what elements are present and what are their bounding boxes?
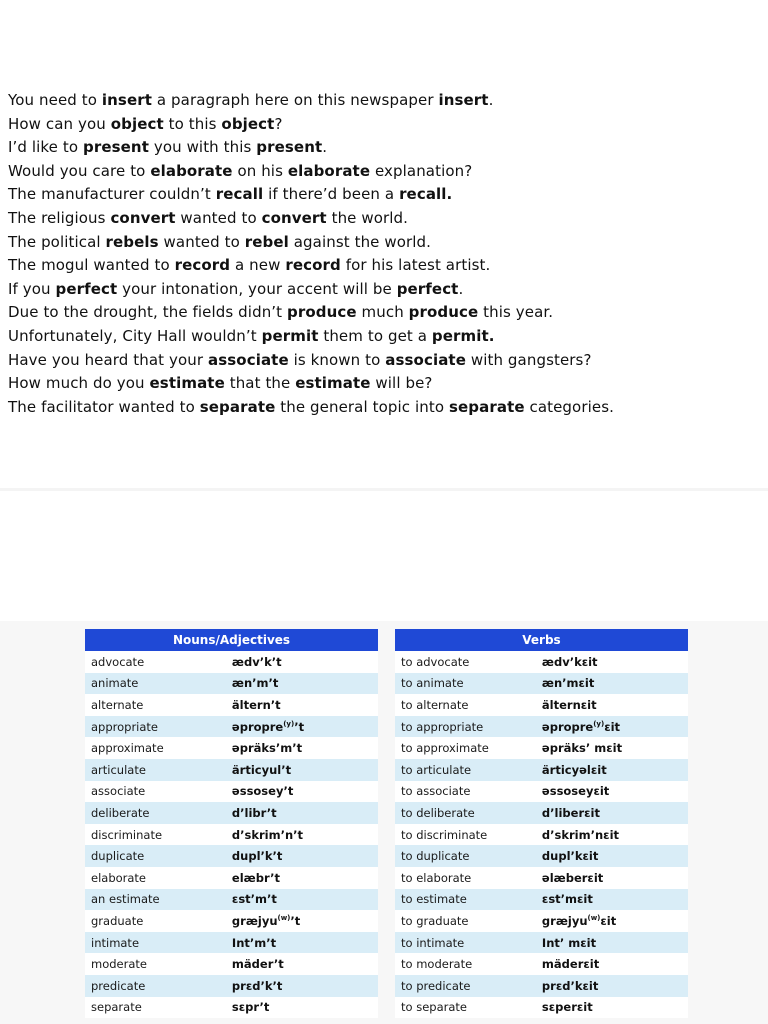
sentence-text: How can you: [8, 114, 111, 133]
sentence-text: wanted to: [158, 232, 245, 251]
table-row: [395, 975, 688, 997]
sentence-text: Due to the drought, the fields didn’t: [8, 303, 288, 322]
pronunciation-cell: [536, 889, 688, 911]
pronunciation-text: əpräks’ mɛit: [541, 741, 623, 756]
sentence-text: Have you heard that your: [8, 350, 209, 369]
word-cell: to elaborate: [395, 867, 536, 889]
bold-word: recall: [399, 185, 447, 204]
pronunciation-text: mäderɛit: [541, 957, 600, 972]
pronunciation-cell: [536, 694, 688, 716]
sentence-text: The religious: [8, 208, 111, 227]
word-cell: to advocate: [395, 651, 536, 673]
pronunciation-suffix: ɛit: [604, 719, 621, 734]
pronunciation-text: əssosey’t: [231, 784, 294, 799]
pronunciation-superscript: (w): [587, 914, 601, 923]
bold-word: permit: [261, 326, 319, 345]
bold-word: associate: [208, 350, 289, 369]
word-cell: to approximate: [395, 737, 536, 759]
bold-word: associate: [385, 350, 466, 369]
table-row: [85, 716, 378, 738]
pronunciation-text: Int’ mɛit: [541, 935, 597, 950]
pronunciation-text: mäder’t: [231, 957, 284, 972]
verbs-table-header: Verbs: [395, 629, 688, 651]
pronunciation-suffix: ’t: [294, 719, 305, 734]
bold-word: estimate: [295, 374, 371, 393]
pronunciation-text: d’liberɛit: [541, 805, 600, 820]
word-cell: duplicate: [85, 845, 226, 867]
table-row: [85, 694, 378, 716]
sentence-text: Would you care to: [8, 161, 151, 180]
table-row: [395, 781, 688, 803]
table-row: [395, 824, 688, 846]
bold-word: convert: [110, 208, 176, 227]
pronunciation-text: əpropre: [541, 719, 594, 734]
pronunciation-cell: [226, 716, 378, 738]
sentence-text: Unfortunately, City Hall wouldn’t: [8, 326, 262, 345]
pronunciation-cell: [536, 716, 688, 738]
sentence-text: your intonation, your accent will be: [117, 279, 397, 298]
word-cell: an estimate: [85, 889, 226, 911]
pronunciation-suffix: ɛit: [600, 913, 617, 928]
sentence-text: on his: [232, 161, 288, 180]
sentence-text: .: [322, 138, 328, 157]
sentence-text: ?: [274, 114, 283, 133]
table-row: [395, 737, 688, 759]
bold-word: estimate: [149, 374, 225, 393]
sentence-text: I’d like to: [8, 138, 83, 157]
pronunciation-cell: [536, 997, 688, 1019]
pronunciation-superscript: (w): [277, 914, 291, 923]
pronunciation-cell: [226, 953, 378, 975]
pronunciation-text: əpropre: [231, 719, 284, 734]
table-row: [85, 802, 378, 824]
pronunciation-text: d’libr’t: [231, 805, 277, 820]
pronunciation-cell: [226, 975, 378, 997]
pronunciation-cell: [536, 867, 688, 889]
word-cell: to graduate: [395, 910, 536, 932]
verbs-table: [395, 629, 688, 1018]
table-row: [395, 673, 688, 695]
pronunciation-cell: [536, 802, 688, 824]
sentence-text: for his latest artist.: [340, 256, 491, 275]
word-cell: to associate: [395, 781, 536, 803]
sentence-text: this year.: [478, 303, 554, 322]
table-row: [85, 932, 378, 954]
pronunciation-cell: [536, 932, 688, 954]
bold-word: convert: [261, 208, 327, 227]
table-row: [395, 694, 688, 716]
table-row: [85, 889, 378, 911]
sentence-text: explanation?: [370, 161, 473, 180]
bold-word: object: [221, 114, 275, 133]
word-cell: alternate: [85, 694, 226, 716]
sentence-text: with gangsters?: [465, 350, 592, 369]
pronunciation-cell: [226, 759, 378, 781]
sentence-line: [8, 113, 758, 137]
table-row: [395, 845, 688, 867]
table-row: [395, 953, 688, 975]
nouns-table-header: Nouns/Adjectives: [85, 629, 378, 651]
example-sentences: [8, 89, 758, 419]
pronunciation-cell: [536, 824, 688, 846]
sentence-text: a new: [230, 256, 286, 275]
word-cell: to intimate: [395, 932, 536, 954]
word-cell: graduate: [85, 910, 226, 932]
sentence-text: if there’d been a: [263, 185, 400, 204]
bold-word: rebels: [105, 232, 159, 251]
table-row: [395, 932, 688, 954]
word-cell: animate: [85, 673, 226, 695]
pronunciation-cell: [226, 910, 378, 932]
table-row: [85, 845, 378, 867]
table-row: [85, 737, 378, 759]
sentence-line: [8, 301, 758, 325]
bold-word: .: [446, 185, 453, 204]
sentence-line: [8, 325, 758, 349]
pronunciation-superscript: (y): [283, 719, 295, 728]
table-row: [395, 716, 688, 738]
sentence-text: you with this: [148, 138, 257, 157]
word-cell: discriminate: [85, 824, 226, 846]
sentence-line: [8, 89, 758, 113]
table-row: [85, 759, 378, 781]
pronunciation-cell: [536, 781, 688, 803]
pronunciation-text: Int’m’t: [231, 935, 277, 950]
table-row: [395, 651, 688, 673]
sentence-line: [8, 160, 758, 184]
pronunciation-cell: [536, 953, 688, 975]
pronunciation-text: prɛd’k’t: [231, 978, 283, 993]
word-cell: approximate: [85, 737, 226, 759]
sentence-text: You need to: [8, 91, 102, 109]
pronunciation-text: əpräks’m’t: [231, 741, 303, 756]
sentence-text: .: [488, 91, 494, 109]
table-row: [395, 867, 688, 889]
pronunciation-text: sɛpr’t: [231, 1000, 270, 1015]
sentence-line: [8, 136, 758, 160]
table-row: [85, 910, 378, 932]
table-row: [395, 759, 688, 781]
pronunciation-cell: [226, 651, 378, 673]
bold-word: separate: [199, 397, 276, 416]
word-cell: separate: [85, 997, 226, 1019]
sentence-text: is known to: [288, 350, 386, 369]
bold-word: produce: [287, 303, 357, 322]
table-row: [85, 651, 378, 673]
pronunciation-cell: [536, 737, 688, 759]
word-cell: to deliberate: [395, 802, 536, 824]
bold-word: permit.: [431, 326, 495, 345]
sentence-line: [8, 396, 758, 420]
word-cell: to moderate: [395, 953, 536, 975]
pronunciation-text: græjyu: [231, 913, 278, 928]
sentence-text: a paragraph here on this newspaper: [152, 91, 439, 109]
sentence-text: The mogul wanted to: [8, 256, 175, 275]
bold-word: elaborate: [287, 161, 371, 180]
bold-word: present: [83, 138, 149, 157]
sentence-text: The facilitator wanted to: [8, 397, 200, 416]
pronunciation-text: græjyu: [541, 913, 588, 928]
pronunciation-cell: [226, 867, 378, 889]
bold-word: insert: [101, 91, 152, 109]
bold-word: rebel: [244, 232, 289, 251]
pronunciation-cell: [226, 673, 378, 695]
sentence-line: [8, 183, 758, 207]
bold-word: present: [256, 138, 323, 157]
pronunciation-text: d’skrim’n’t: [231, 827, 304, 842]
pronunciation-text: ɛst’m’t: [231, 892, 277, 907]
pronunciation-text: prɛd’kɛit: [541, 978, 599, 993]
pronunciation-cell: [226, 781, 378, 803]
table-row: [85, 781, 378, 803]
sentence-text: them to get a: [318, 326, 432, 345]
table-row: [85, 975, 378, 997]
table-row: [395, 802, 688, 824]
sentence-text: to this: [163, 114, 222, 133]
word-cell: to separate: [395, 997, 536, 1019]
pronunciation-text: ärticyəlɛit: [541, 762, 607, 777]
sentence-line: [8, 278, 758, 302]
pronunciation-cell: [536, 845, 688, 867]
pronunciation-cell: [226, 845, 378, 867]
pronunciation-cell: [226, 694, 378, 716]
word-cell: to articulate: [395, 759, 536, 781]
sentence-text: against the world.: [288, 232, 432, 251]
bold-word: separate: [448, 397, 525, 416]
section-divider: [0, 488, 768, 491]
word-cell: advocate: [85, 651, 226, 673]
sentence-text: the world.: [326, 208, 409, 227]
pronunciation-text: älternɛit: [541, 697, 597, 712]
pronunciation-text: elæbr’t: [231, 870, 280, 885]
word-cell: to discriminate: [395, 824, 536, 846]
sentence-text: much: [356, 303, 409, 322]
word-cell: to appropriate: [395, 716, 536, 738]
bold-word: produce: [408, 303, 479, 322]
sentence-text: .: [458, 279, 464, 298]
pronunciation-cell: [226, 737, 378, 759]
pronunciation-text: ɛst’mɛit: [541, 892, 593, 907]
pronunciation-cell: [226, 932, 378, 954]
pronunciation-superscript: (y): [593, 719, 605, 728]
sentence-line: [8, 254, 758, 278]
bold-word: record: [285, 256, 341, 275]
word-cell: predicate: [85, 975, 226, 997]
bold-word: record: [174, 256, 231, 275]
pronunciation-cell: [226, 824, 378, 846]
sentence-line: [8, 372, 758, 396]
pronunciation-cell: [536, 673, 688, 695]
pronunciation-cell: [536, 910, 688, 932]
nouns-adjectives-table: [85, 629, 378, 1018]
table-row: [85, 953, 378, 975]
sentence-text: How much do you: [8, 374, 150, 393]
pronunciation-text: ältern’t: [231, 697, 281, 712]
bold-word: perfect: [55, 279, 118, 298]
pronunciation-text: d’skrim’nɛit: [541, 827, 620, 842]
pronunciation-text: sɛperɛit: [541, 1000, 593, 1015]
bold-word: perfect: [396, 279, 459, 298]
pronunciation-text: æn’mɛit: [541, 676, 595, 691]
table-row: [85, 824, 378, 846]
table-row: [395, 889, 688, 911]
bold-word: insert: [438, 91, 489, 109]
pronunciation-text: əlæberɛit: [541, 870, 604, 885]
sentence-text: will be?: [370, 374, 433, 393]
word-cell: articulate: [85, 759, 226, 781]
word-cell: to duplicate: [395, 845, 536, 867]
sentence-text: categories.: [524, 397, 614, 416]
table-row: [85, 997, 378, 1019]
sentence-line: [8, 231, 758, 255]
sentence-line: [8, 207, 758, 231]
word-cell: associate: [85, 781, 226, 803]
pronunciation-text: ædv’k’t: [231, 654, 282, 669]
word-cell: to predicate: [395, 975, 536, 997]
word-cell: moderate: [85, 953, 226, 975]
word-cell: to alternate: [395, 694, 536, 716]
bold-word: elaborate: [150, 161, 233, 180]
word-cell: to estimate: [395, 889, 536, 911]
sentence-text: wanted to: [175, 208, 262, 227]
pronunciation-cell: [536, 759, 688, 781]
table-row: [85, 673, 378, 695]
sentence-text: The manufacturer couldn’t: [8, 185, 216, 204]
word-cell: appropriate: [85, 716, 226, 738]
pronunciation-cell: [536, 651, 688, 673]
pronunciation-text: ärticyul’t: [231, 762, 292, 777]
pronunciation-text: dupl’kɛit: [541, 849, 599, 864]
table-row: [85, 867, 378, 889]
sentence-line: [8, 349, 758, 373]
table-row: [395, 997, 688, 1019]
word-cell: intimate: [85, 932, 226, 954]
sentence-text: that the: [224, 374, 296, 393]
word-cell: to animate: [395, 673, 536, 695]
sentence-text: If you: [8, 279, 56, 298]
pronunciation-cell: [536, 975, 688, 997]
pronunciation-suffix: ’t: [290, 913, 301, 928]
table-row: [395, 910, 688, 932]
pronunciation-cell: [226, 802, 378, 824]
pronunciation-cell: [226, 997, 378, 1019]
word-cell: elaborate: [85, 867, 226, 889]
pronunciation-cell: [226, 889, 378, 911]
pronunciation-text: dupl’k’t: [231, 849, 283, 864]
bold-word: object: [110, 114, 164, 133]
sentence-text: the general topic into: [275, 397, 449, 416]
word-cell: deliberate: [85, 802, 226, 824]
bold-word: recall: [215, 185, 264, 204]
pronunciation-text: æn’m’t: [231, 676, 279, 691]
pronunciation-text: əssoseyɛit: [541, 784, 610, 799]
sentence-text: The political: [8, 232, 106, 251]
pronunciation-text: ædv’kɛit: [541, 654, 598, 669]
